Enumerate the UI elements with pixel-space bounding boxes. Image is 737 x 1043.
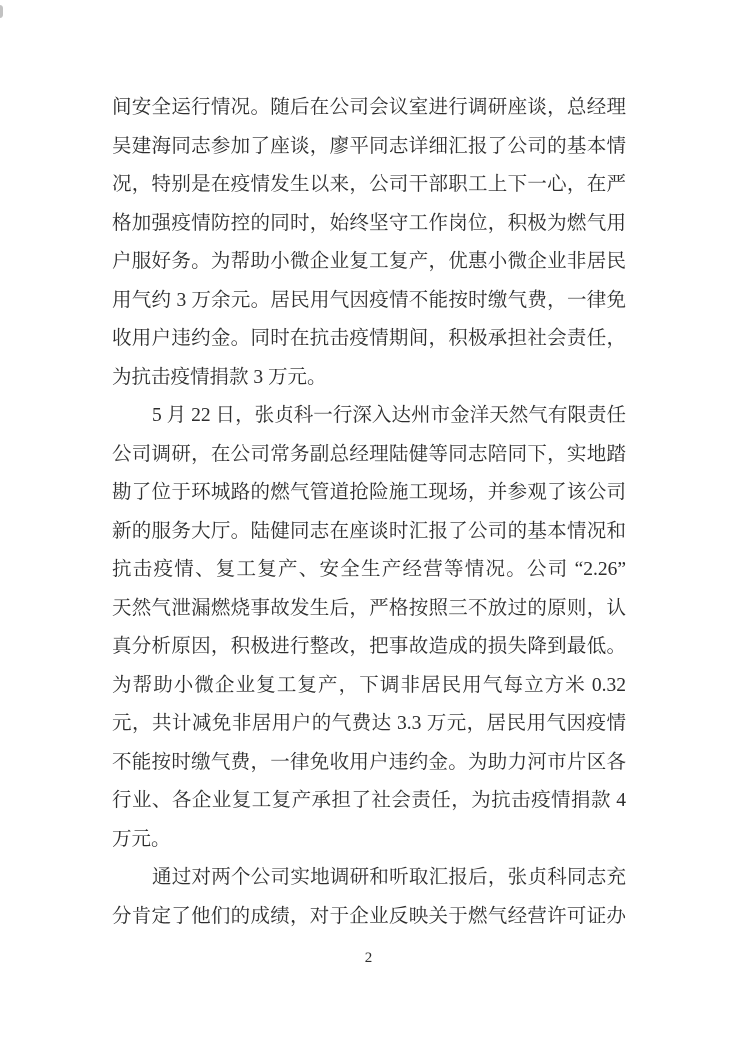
text-line: 新的服务大厅。陆健同志在座谈时汇报了公司的基本情况和: [112, 520, 626, 542]
text-line: 天然气泄漏燃烧事故发生后，严格按照三不放过的原则，认: [112, 597, 626, 619]
text-line: 分肯定了他们的成绩，对于企业反映关于燃气经营许可证办: [112, 905, 626, 927]
text-line: 行业、各企业复工复产承担了社会责任，为抗击疫情捐款 4: [112, 790, 626, 811]
text-line: 5 月 22 日，张贞科一行深入达州市金洋天然气有限责任: [152, 405, 626, 426]
text-line: 吴建海同志参加了座谈，廖平同志详细汇报了公司的基本情: [112, 135, 626, 157]
scan-artifact: [0, 5, 3, 18]
text-line: 格加强疫情防控的同时，始终坚守工作岗位，积极为燃气用: [112, 212, 626, 234]
text-line: 真分析原因，积极进行整改，把事故造成的损失降到最低。: [112, 636, 626, 657]
text-line: 元，共计减免非居用户的气费达 3.3 万元，居民用气因疫情: [112, 713, 626, 734]
text-line: 为抗击疫情捐款 3 万元。: [112, 366, 327, 388]
text-line: 勘了位于环城路的燃气管道抢险施工现场，并参观了该公司: [112, 482, 626, 503]
page-number: 2: [364, 950, 373, 966]
text-line: 万元。: [112, 828, 171, 850]
text-line: 抗击疫情、复工复产、安全生产经营等情况。公司 “2.26”: [112, 559, 626, 580]
text-line: 为帮助小微企业复工复产，下调非居民用气每立方米 0.32: [112, 674, 626, 696]
text-line: 用气约 3 万余元。居民用气因疫情不能按时缴气费，一律免: [112, 289, 626, 311]
document-body: [112, 89, 626, 936]
text-line: 况，特别是在疫情发生以来，公司干部职工上下一心，在严: [112, 174, 626, 195]
text-line: 公司调研，在公司常务副总经理陆健等同志陪同下，实地踏: [112, 443, 626, 465]
text-line: 收用户违约金。同时在抗击疫情期间，积极承担社会责任，: [112, 328, 626, 349]
text-line: 户服好务。为帮助小微企业复工复产，优惠小微企业非居民: [112, 251, 626, 272]
text-line: 通过对两个公司实地调研和听取汇报后，张贞科同志充: [152, 867, 626, 888]
text-line: 间安全运行情况。随后在公司会议室进行调研座谈，总经理: [112, 97, 626, 118]
text-line: 不能按时缴气费，一律免收用户违约金。为助力河市片区各: [112, 751, 626, 773]
